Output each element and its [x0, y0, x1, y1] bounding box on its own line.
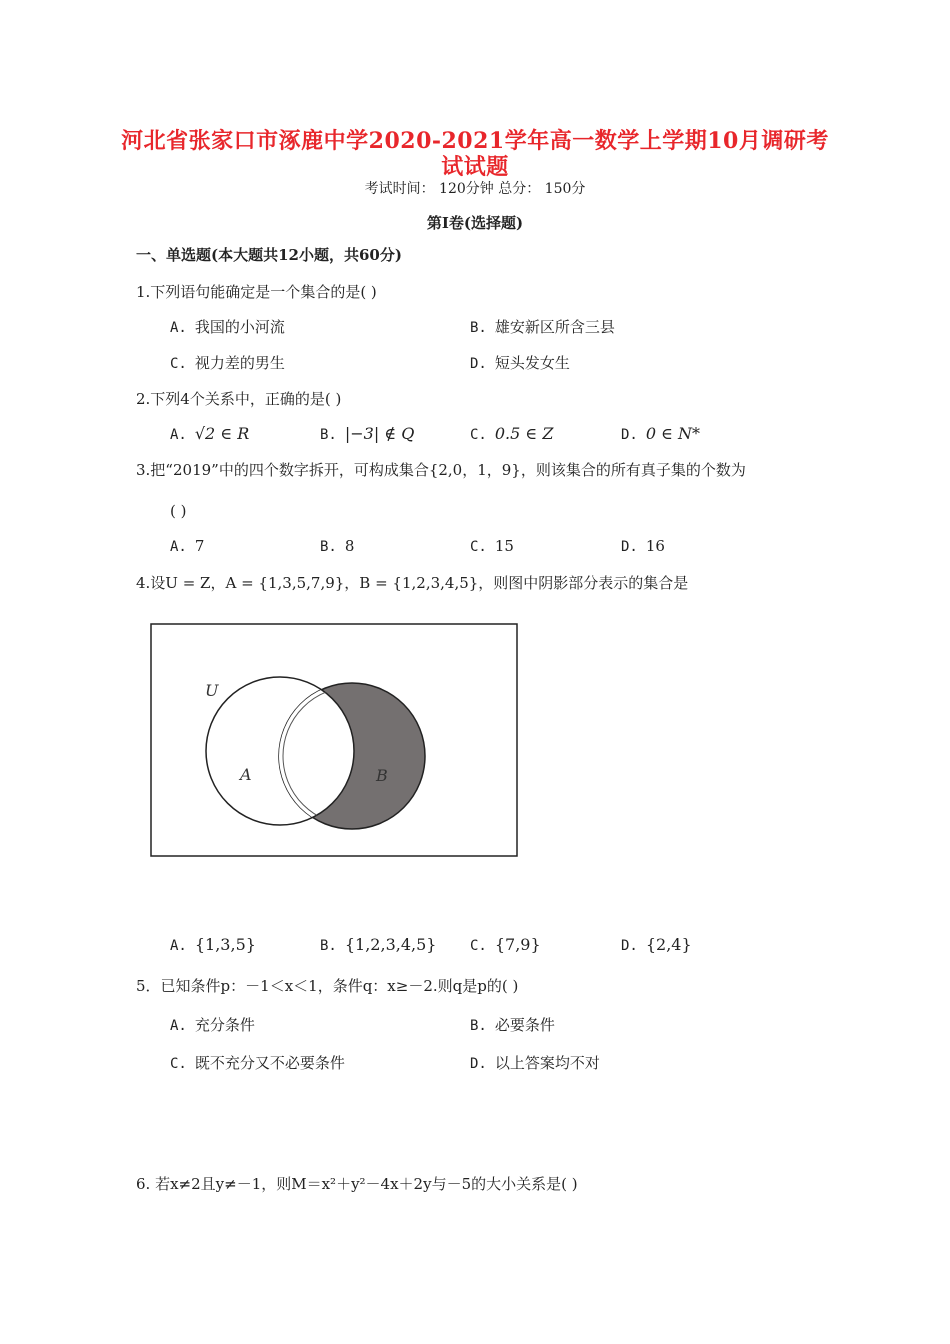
question-4-option-c	[470, 935, 541, 954]
option-label: C.	[170, 1056, 187, 1072]
question-6-stem: 6. 若x≠2且y≠－1，则M＝x²＋y²－4x＋2y与－5的大小关系是( )	[136, 1175, 578, 1193]
question-1-option-c	[170, 352, 285, 373]
option-text: 16	[645, 537, 665, 555]
venn-diagram	[150, 623, 518, 857]
option-text: 0 ∈ N*	[645, 424, 701, 443]
label-a: A	[240, 765, 252, 784]
part-one-heading: 一、单选题(本大题共12小题，共60分)	[136, 246, 402, 264]
option-label: A.	[170, 427, 187, 443]
question-4-stem: 4.设U = Z，A = {1,3,5,7,9}，B = {1,2,3,4,5}，则图中阴影部分表示的集合是	[136, 574, 689, 592]
question-4-option-d	[621, 935, 692, 954]
label-u: U	[205, 681, 219, 700]
question-3-option-d	[621, 537, 665, 555]
option-text: 既不充分又不必要条件	[194, 1054, 345, 1072]
exam-info: 考试时间： 120分钟 总分： 150分	[364, 181, 586, 197]
option-text: 8	[344, 537, 355, 555]
question-4-option-a	[170, 935, 256, 954]
venn-svg	[150, 623, 518, 857]
option-text: 7	[194, 537, 205, 555]
question-3-option-a	[170, 537, 204, 555]
option-label: C.	[170, 356, 187, 372]
option-text: {7,9}	[494, 935, 541, 954]
option-text: 充分条件	[194, 1016, 255, 1034]
question-2-option-d	[621, 424, 700, 443]
option-label: A.	[170, 539, 187, 555]
label-b: B	[376, 766, 388, 785]
option-label: B.	[320, 938, 337, 954]
option-text: 我国的小河流	[194, 318, 285, 336]
option-label: A.	[170, 938, 187, 954]
question-2-stem: 2.下列4个关系中，正确的是( )	[136, 390, 342, 408]
paper-title-line1: 河北省张家口市涿鹿中学2020-2021学年高一数学上学期10月调研考	[121, 128, 829, 154]
question-1-stem: 1.下列语句能确定是一个集合的是( )	[136, 283, 377, 301]
option-label: D.	[621, 539, 638, 555]
option-text: 0.5 ∈ Z	[494, 424, 554, 443]
option-text: |−3| ∉ Q	[344, 424, 415, 443]
option-text: 短头发女生	[494, 354, 570, 372]
question-1-option-a	[170, 316, 285, 337]
option-label: C.	[470, 427, 487, 443]
option-label: D.	[621, 938, 638, 954]
question-3-stem: 3.把“2019”中的四个数字拆开，可构成集合{2,0，1，9}，则该集合的所有真子集的个数为	[136, 461, 746, 479]
option-label: C.	[470, 938, 487, 954]
question-2-option-c	[470, 424, 553, 443]
question-5-stem: 5．已知条件p：－1＜x＜1，条件q：x≥－2.则q是p的( )	[136, 977, 519, 995]
option-text: 雄安新区所含三县	[494, 318, 615, 336]
question-2-option-b	[320, 424, 414, 443]
option-label: B.	[470, 320, 487, 336]
paper-title-line2: 试试题	[441, 154, 509, 180]
option-label: B.	[320, 427, 337, 443]
option-label: B.	[320, 539, 337, 555]
question-3-paren: ( )	[170, 502, 187, 520]
option-text: {2,4}	[645, 935, 692, 954]
option-label: C.	[470, 539, 487, 555]
option-text: 必要条件	[494, 1016, 555, 1034]
option-label: B.	[470, 1018, 487, 1034]
question-5-option-a	[170, 1014, 255, 1035]
option-text: {1,2,3,4,5}	[344, 935, 437, 954]
option-text: 以上答案均不对	[494, 1054, 600, 1072]
question-2-option-a	[170, 424, 249, 443]
question-4-option-b	[320, 935, 436, 954]
option-label: D.	[470, 1056, 487, 1072]
question-5-option-b	[470, 1014, 555, 1035]
question-1-option-b	[470, 316, 615, 337]
question-5-option-c	[170, 1052, 345, 1073]
question-3-option-c	[470, 537, 514, 555]
question-1-option-d	[470, 352, 570, 373]
option-label: D.	[470, 356, 487, 372]
option-text: 15	[494, 537, 514, 555]
volume-label: 第I卷(选择题)	[426, 214, 524, 232]
question-5-option-d	[470, 1052, 600, 1073]
option-label: A.	[170, 320, 187, 336]
option-text: 视力差的男生	[194, 354, 285, 372]
question-3-option-b	[320, 537, 354, 555]
option-label: D.	[621, 427, 638, 443]
option-text: √2 ∈ R	[194, 424, 250, 443]
option-text: {1,3,5}	[194, 935, 256, 954]
option-label: A.	[170, 1018, 187, 1034]
